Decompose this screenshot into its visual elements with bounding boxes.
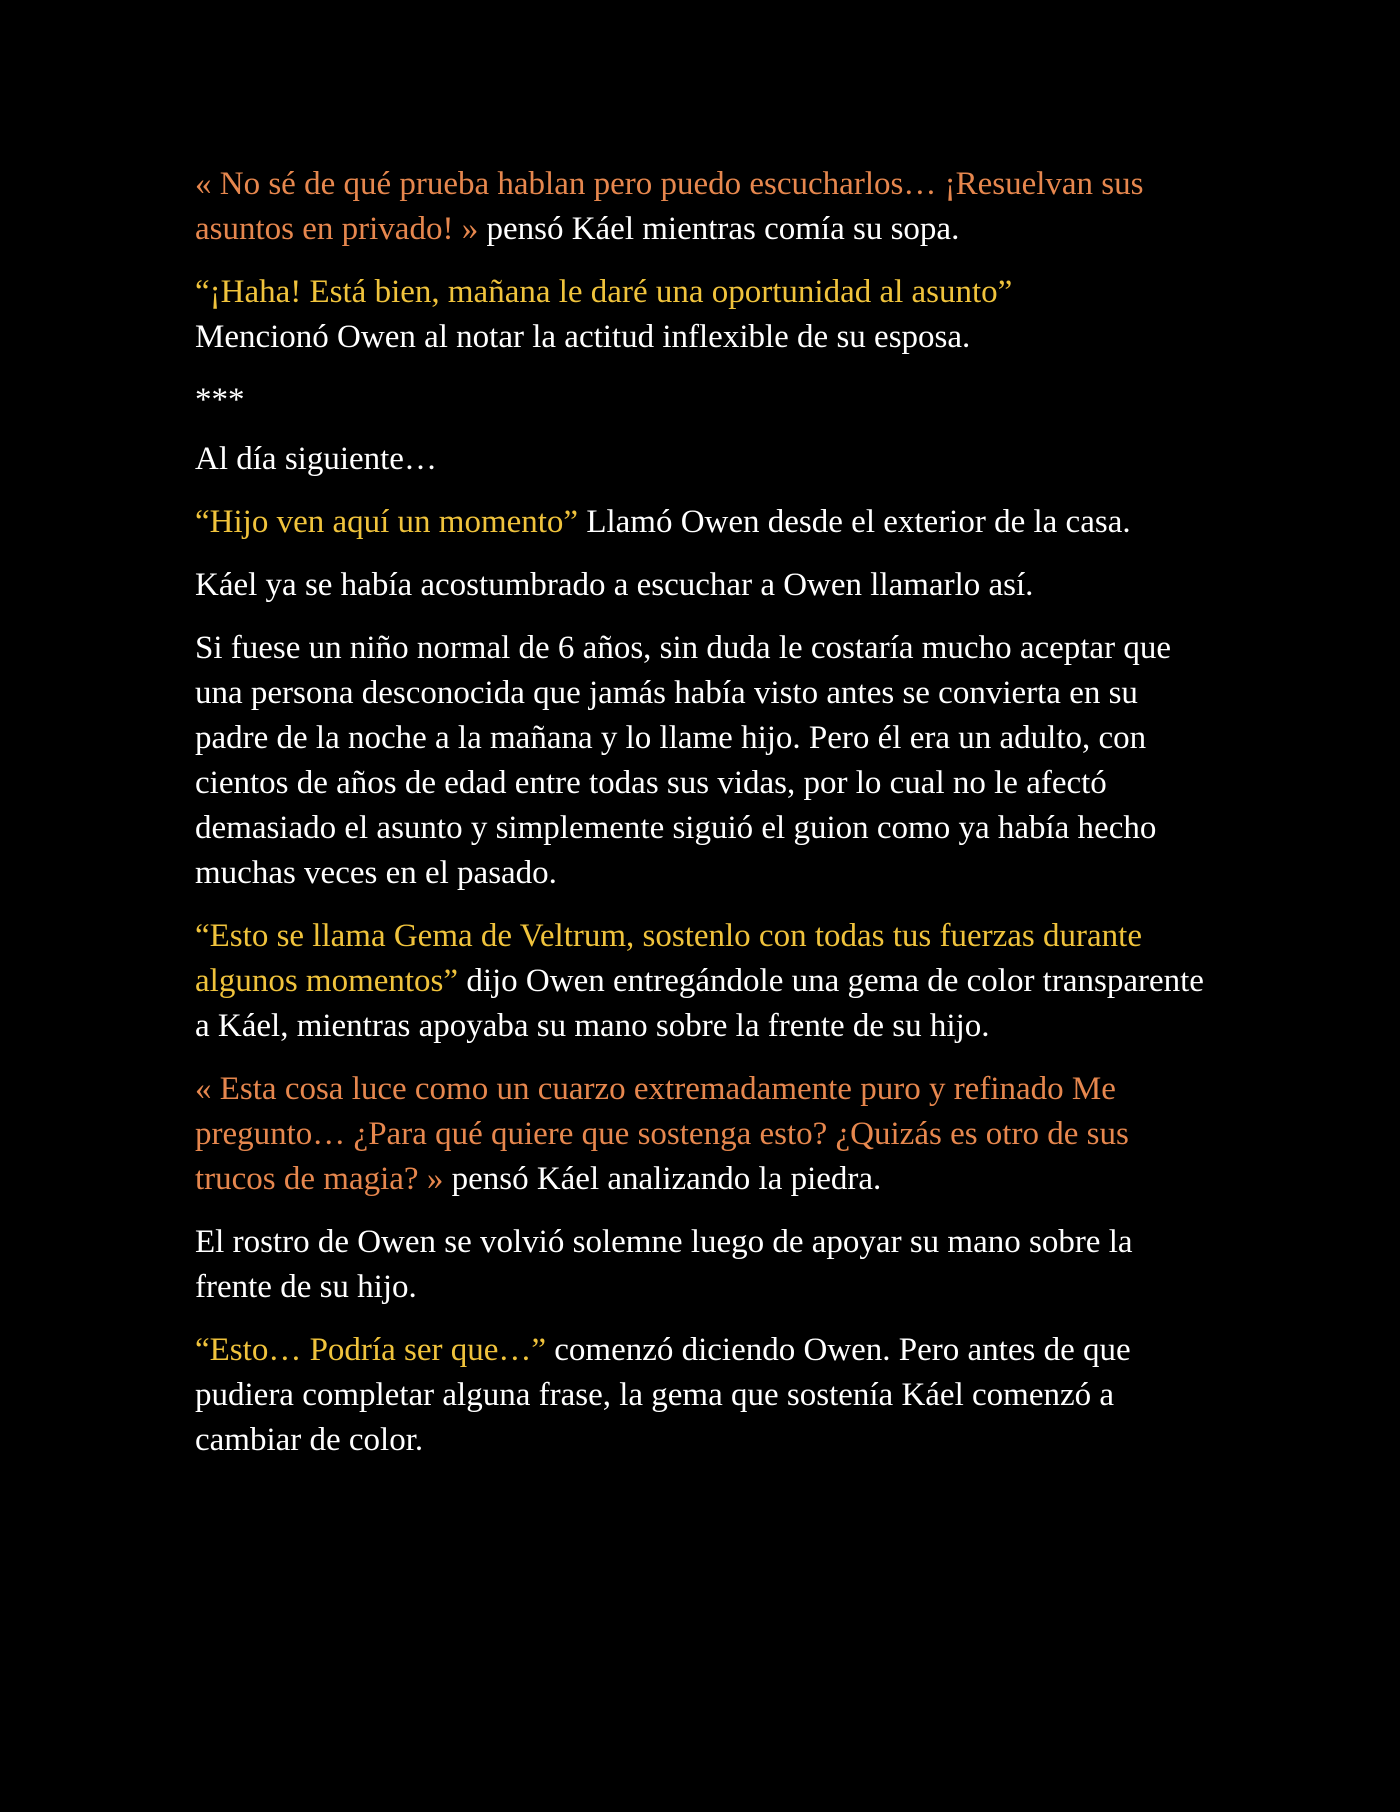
scene-break bbox=[195, 378, 1210, 423]
paragraph-4 bbox=[195, 437, 1210, 482]
narration-text: Káel ya se había acostumbrado a escuchar a Owen llamarlo así. bbox=[195, 567, 1034, 603]
dialogue-text: “¡Haha! Está bien, mañana le daré una oportunidad al asunto” bbox=[195, 274, 1013, 310]
paragraph-9 bbox=[195, 1067, 1210, 1202]
paragraph-7 bbox=[195, 626, 1210, 896]
paragraph-10 bbox=[195, 1220, 1210, 1310]
paragraph-2 bbox=[195, 270, 1210, 360]
narration-text: dijo Owen entregándole una gema de color transparente a Káel, mientras apoyaba su mano sobre la frente de su hijo. bbox=[195, 963, 1204, 1044]
narration-text: pensó Káel mientras comía su sopa. bbox=[478, 211, 960, 247]
thought-text: « No sé de qué prueba hablan pero puedo escucharlos… ¡Resuelvan sus asuntos en privado! » bbox=[195, 166, 1144, 247]
narration-text: Al día siguiente… bbox=[195, 441, 437, 477]
paragraph-5 bbox=[195, 500, 1210, 545]
narration-text: comenzó diciendo Owen. Pero antes de que pudiera completar alguna frase, la gema que sostenía Káel comenzó a cambiar de color. bbox=[195, 1332, 1131, 1458]
narration-text: Si fuese un niño normal de 6 años, sin duda le costaría mucho aceptar que una persona desconocida que jamás había visto antes se convierta en su padre de la noche a la mañana y lo llame hijo. Pero él era un adulto, con cientos de años de edad entre todas sus vidas, por lo cual no le afectó demasiado el asunto y simplemente siguió el guion como ya había hecho muchas veces en el pasado. bbox=[195, 630, 1171, 891]
dialogue-text: “Esto… Podría ser que…” bbox=[195, 1332, 546, 1368]
paragraph-11 bbox=[195, 1328, 1210, 1463]
scene-break-text: *** bbox=[195, 382, 245, 418]
narration-text: pensó Káel analizando la piedra. bbox=[443, 1161, 882, 1197]
narration-text: El rostro de Owen se volvió solemne luego de apoyar su mano sobre la frente de su hijo. bbox=[195, 1224, 1133, 1305]
narration-text: Mencionó Owen al notar la actitud inflexible de su esposa. bbox=[195, 319, 971, 355]
document-body bbox=[195, 162, 1210, 1481]
paragraph-8 bbox=[195, 914, 1210, 1049]
paragraph-1 bbox=[195, 162, 1210, 252]
narration-text: Llamó Owen desde el exterior de la casa. bbox=[578, 504, 1131, 540]
thought-text: « Esta cosa luce como un cuarzo extremadamente puro y refinado Me pregunto… ¿Para qué quiere que sostenga esto? ¿Quizás es otro de sus trucos de magia? » bbox=[195, 1071, 1129, 1197]
paragraph-6 bbox=[195, 563, 1210, 608]
dialogue-text: “Esto se llama Gema de Veltrum, sostenlo con todas tus fuerzas durante algunos momentos” bbox=[195, 918, 1142, 999]
dialogue-text: “Hijo ven aquí un momento” bbox=[195, 504, 579, 540]
